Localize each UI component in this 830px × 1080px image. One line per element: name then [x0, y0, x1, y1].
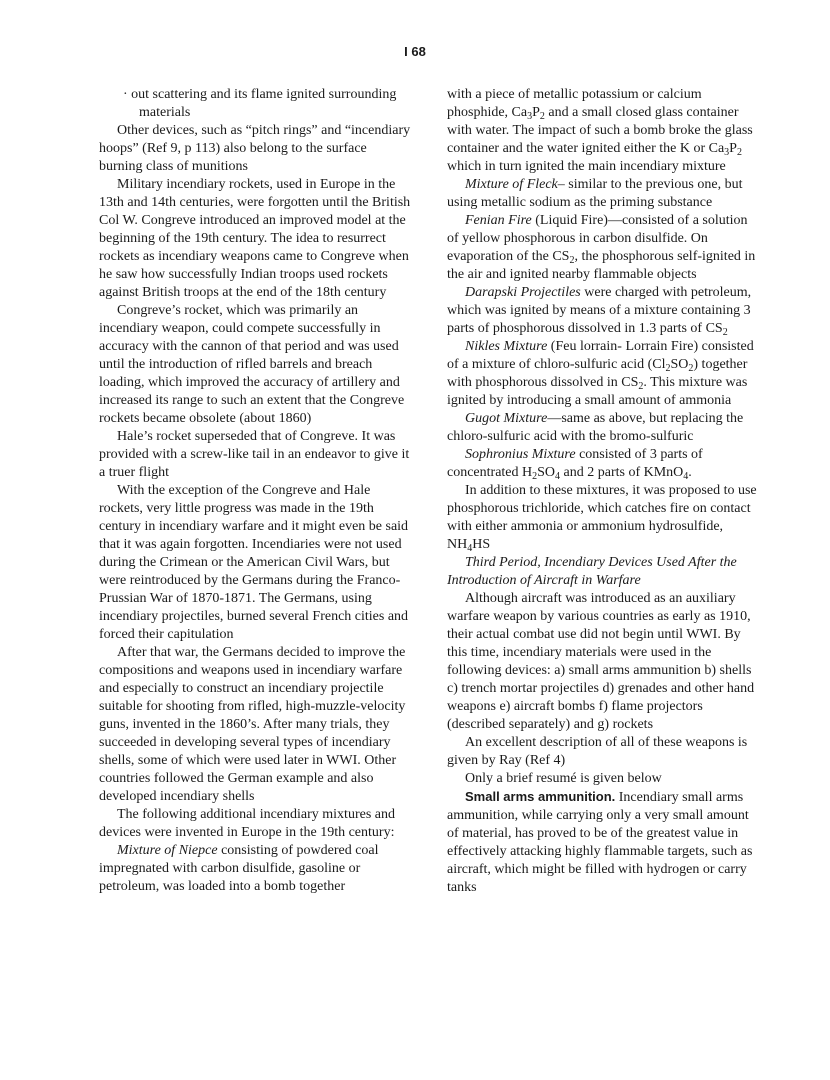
term: Gugot Mixture — [465, 411, 548, 426]
text: consisted of 3 parts of concentrated H — [447, 447, 703, 480]
paragraph — [447, 338, 757, 410]
paragraph-text: · out scattering and its flame ignited surrounding materials — [123, 87, 397, 120]
text: and a small closed glass container with water. The impact of such a bomb broke the glass container and the water ignited either the K or Ca — [447, 105, 753, 156]
text: (Liquid Fire)—consisted of a solution of yellow phosphorous in carbon disulfide. On evaporation of the CS — [447, 213, 748, 264]
term: Mixture of Niepce — [117, 843, 218, 858]
subsection-title: Small arms ammunition. — [465, 789, 616, 804]
text: . — [688, 465, 692, 480]
subscript: 3 — [724, 147, 730, 158]
subscript: 2 — [569, 255, 575, 266]
text: —same as above, but replacing the chloro-sulfuric acid with the bromo-sulfuric — [447, 411, 744, 444]
paragraph — [99, 86, 411, 122]
term: Sophronius Mixture — [465, 447, 576, 462]
text: SO — [670, 357, 689, 372]
text: P — [729, 141, 737, 156]
term: Darapski Projectiles — [465, 285, 581, 300]
paragraph: An excellent description of all of these weapons is given by Ray (Ref 4) — [447, 735, 748, 768]
text: which in turn ignited the main incendiary mixture — [447, 159, 726, 174]
subscript: 2 — [539, 111, 545, 122]
subscript: 4 — [555, 471, 561, 482]
text: P — [532, 105, 540, 120]
paragraph: Military incendiary rockets, used in Europe in the 13th and 14th centuries, were forgotten until the British Col W. Congreve introduced an improved model at the beginning of the 19th century. The idea to resurrect rockets as incendiary weapons came to Congreve when he saw how successfully Indian troops used rockets against British troops at the end of the 18th century — [99, 177, 411, 300]
paragraph — [447, 788, 757, 897]
paragraph: Although aircraft was introduced as an auxiliary warfare weapon by various countries as early as 1910, their actual combat use did not begin until WWI. By this time, incendiary materials were used in the following devices: a) small arms ammunition b) shells c) trench mortar projectiles d) grenades and other hand weapons e) aircraft bombs f) flame projectors (described separately) and g) rockets — [447, 591, 755, 732]
term: Fenian Fire — [465, 213, 532, 228]
paragraph: With the exception of the Congreve and Hale rockets, very little progress was made in the 19th century in incendiary warfare and it might even be said that it was again forgotten. Incendiaries were not used during the Crimean or the American Civil Wars, but were reintroduced by the Germans during the Franco-Prussian War of 1870-1871. The Germans, using incendiary projectiles, burned several French cities and forced their capitulation — [99, 483, 409, 642]
left-column — [99, 86, 411, 896]
paragraph: Other devices, such as “pitch rings” and “incendiary hoops” (Ref 9, p 113) also belong to the surface burning class of munitions — [99, 123, 411, 174]
subscript: 2 — [736, 147, 742, 158]
paragraph — [447, 410, 757, 446]
text: . This mixture was ignited by introducing a small amount of ammonia — [447, 375, 748, 408]
paragraph — [99, 842, 411, 896]
text: HS — [472, 537, 491, 552]
text: In addition to these mixtures, it was proposed to use phosphorous trichloride, which catches fire on contact with either ammonia or ammonium hydrosulfide, NH — [447, 483, 757, 552]
text: ) together with phosphorous dissolved in CS — [447, 357, 748, 390]
right-column — [447, 86, 757, 897]
paragraph — [447, 212, 757, 284]
subscript: 4 — [467, 543, 473, 554]
paragraph: Congreve’s rocket, which was primarily an incendiary weapon, could compete successfully in accuracy with the cannon of that period and was used until the introduction of rifled barrels and breach loading, which improved the accuracy of artillery and increased its range to such an extent that the Congreve rockets became obsolete (about 1860) — [99, 303, 405, 426]
paragraph-text: consisting of powdered coal impregnated with carbon disulfide, gasoline or petroleum, was loaded into a bomb together — [99, 843, 379, 894]
term: Nikles Mixture — [465, 339, 548, 354]
paragraph: After that war, the Germans decided to improve the compositions and weapons used in incendiary warfare and especially to construct an incendiary projectile suitable for shooting from rifled, high-muzzle-velocity guns, invented in the 1860’s. After many trials, they succeeded in developing several types of incendiary shells, some of which were used later in WWI. Other countries followed the German example and also developed incendiary shells — [99, 645, 406, 804]
text: Incendiary small arms ammunition, while carrying only a very small amount of material, has proved to be of the greatest value in effectively attacking highly flammable targets, such as aircraft, which might be filled with hydrogen or carry tanks — [447, 790, 753, 895]
subscript: 4 — [683, 471, 689, 482]
subscript: 2 — [665, 363, 671, 374]
text: with a piece of metallic potassium or calcium phosphide, Ca — [447, 87, 702, 120]
paragraph: The following additional incendiary mixtures and devices were invented in Europe in the 19th century: — [99, 807, 395, 840]
page-number: I 68 — [404, 44, 426, 59]
text: – similar to the previous one, but using metallic sodium as the priming substance — [447, 177, 743, 210]
text: , the phosphorous self-ignited in the air and ignited nearby flammable objects — [447, 249, 756, 282]
subscript: 2 — [638, 381, 644, 392]
subscript: 2 — [722, 327, 728, 338]
paragraph — [447, 176, 757, 212]
paragraph — [447, 482, 757, 554]
text: and 2 parts of KMnO — [560, 465, 684, 480]
text: SO — [537, 465, 556, 480]
subscript: 3 — [527, 111, 533, 122]
paragraph — [447, 446, 757, 482]
text: (Feu lorrain- Lorrain Fire) consisted of a mixture of chloro-sulfuric acid (Cl — [447, 339, 754, 372]
subscript: 2 — [688, 363, 694, 374]
term: Mixture of Fleck — [465, 177, 558, 192]
paragraph — [447, 284, 757, 338]
text: were charged with petroleum, which was ignited by means of a mixture containing 3 parts of phosphorous dissolved in 1.3 parts of CS — [447, 285, 752, 336]
section-heading: Third Period, Incendiary Devices Used After the Introduction of Aircraft in Warfare — [447, 555, 737, 588]
subscript: 2 — [532, 471, 538, 482]
paragraph: Hale’s rocket superseded that of Congreve. It was provided with a screw-like tail in an endeavor to give it a truer flight — [99, 429, 410, 480]
paragraph: Only a brief resumé is given below — [465, 771, 662, 786]
paragraph — [447, 86, 757, 176]
